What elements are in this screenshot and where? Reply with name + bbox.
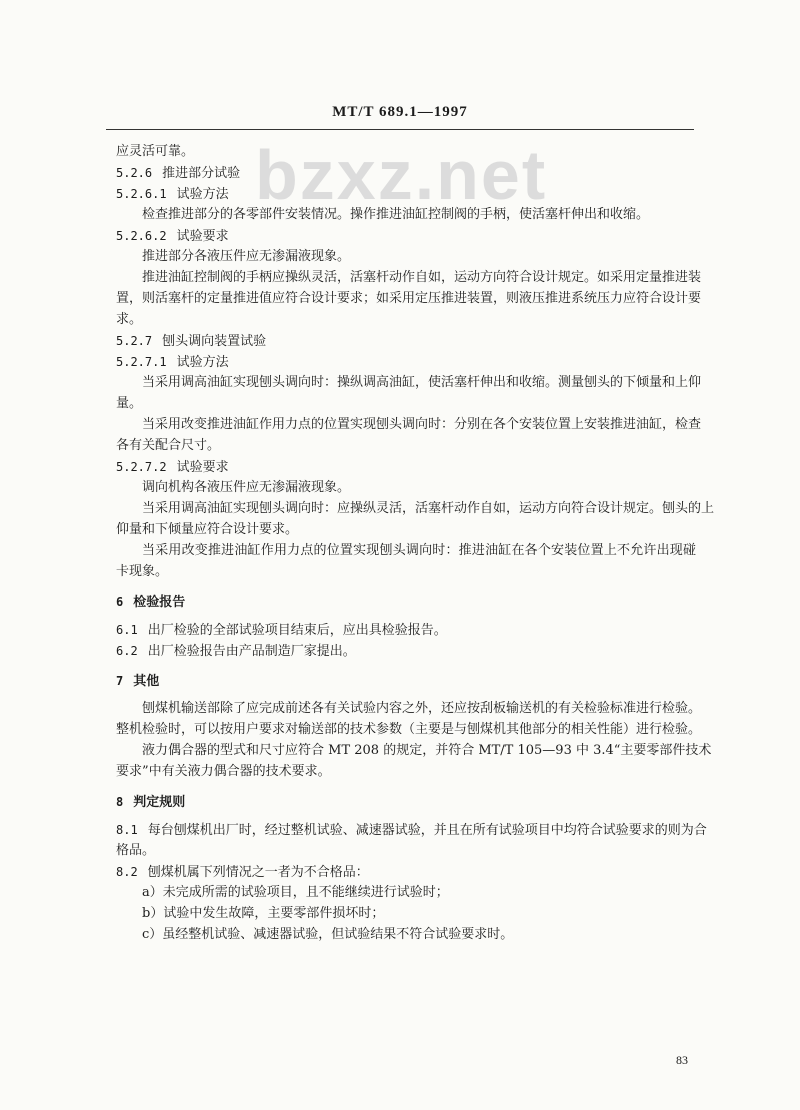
section-number: 5.2.7 — [116, 334, 153, 348]
clause-text: 出厂检验报告由产品制造厂家提出。 — [147, 644, 356, 659]
section-title: 试验要求 — [176, 229, 229, 244]
text-line: 各有关配合尺寸。 — [116, 438, 221, 453]
clause-text: 刨煤机属下列情况之一者为不合格品： — [147, 865, 369, 880]
section-number: 8 — [116, 795, 124, 809]
section-number: 5.2.6.1 — [116, 187, 167, 201]
clause-6-2 — [116, 641, 696, 661]
text-line: 置，则活塞杆的定量推进值应符合设计要求；如采用定压推进装置，则液压推进系统压力应符合设计要 — [116, 291, 702, 306]
text-line: 要求”中有关液力偶合器的技术要求。 — [116, 764, 331, 779]
section-number: 6.1 — [116, 623, 138, 637]
section-heading-6 — [116, 592, 696, 612]
section-number: 8.1 — [116, 823, 138, 837]
watermark: bzxz.net — [255, 136, 548, 214]
list-item: c）虽经整机试验、减速器试验，但试验结果不符合试验要求时。 — [142, 927, 514, 942]
section-title: 其他 — [133, 674, 160, 689]
text-line: 当采用调高油缸实现刨头调向时：应操纵灵活，活塞杆动作自如，运动方向符合设计规定。刨头的上 — [142, 501, 715, 516]
text-line: 求。 — [116, 312, 143, 327]
section-number: 5.2.6 — [116, 166, 153, 180]
clause-6-1 — [116, 620, 696, 640]
text-line: 当采用改变推进油缸作用力点的位置实现刨头调向时：分别在各个安装位置上安装推进油缸，检查 — [142, 417, 702, 432]
text-line: 整机检验时，可以按用户要求对输送部的技术参数（主要是与刨煤机其他部分的相关性能）进行检验。 — [116, 722, 702, 737]
section-title: 试验方法 — [176, 355, 229, 370]
page-header: MT/T 689.1—1997 — [332, 104, 468, 120]
text-line: 仰量和下倾量应符合设计要求。 — [116, 522, 299, 537]
section-heading-7 — [116, 671, 696, 691]
text-line: 检查推进部分的各零部件安装情况。操作推进油缸控制阀的手柄，使活塞杆伸出和收缩。 — [142, 207, 650, 222]
section-title: 判定规则 — [133, 795, 186, 810]
text-line: 调向机构各液压件应无渗漏液现象。 — [142, 480, 351, 495]
text-line: 当采用调高油缸实现刨头调向时：操纵调高油缸，使活塞杆伸出和收缩。测量刨头的下倾量和上仰 — [142, 375, 702, 390]
section-number: 7 — [116, 674, 124, 688]
page-number: 83 — [676, 1053, 688, 1067]
section-heading-5-2-7-2 — [116, 457, 696, 477]
text-line: 当采用改变推进油缸作用力点的位置实现刨头调向时：推进油缸在各个安装位置上不允许出现碰 — [142, 543, 696, 558]
section-title: 检验报告 — [133, 595, 186, 610]
section-number: 6.2 — [116, 644, 138, 658]
section-heading-5-2-7 — [116, 331, 696, 351]
text-line: 推进部分各液压件应无渗漏液现象。 — [142, 249, 351, 264]
clause-text: 每台刨煤机出厂时，经过整机试验、减速器试验，并且在所有试验项目中均符合试验要求的则为合 — [147, 823, 707, 838]
section-title: 试验方法 — [176, 187, 229, 202]
section-number: 5.2.6.2 — [116, 229, 167, 243]
text-line: 格品。 — [116, 843, 156, 858]
section-number: 8.2 — [116, 865, 138, 879]
section-heading-5-2-6-2 — [116, 226, 696, 246]
section-number: 5.2.7.2 — [116, 460, 167, 474]
list-item: a）未完成所需的试验项目，且不能继续进行试验时； — [142, 885, 449, 900]
section-heading-5-2-7-1 — [116, 352, 696, 372]
text-line: 液力偶合器的型式和尺寸应符合 MT 208 的规定，并符合 MT/T 105—93 中 3.4“主要零部件技术 — [142, 743, 712, 758]
text-line: 应灵活可靠。 — [116, 144, 195, 159]
section-number: 6 — [116, 595, 124, 609]
section-title: 刨头调向装置试验 — [162, 334, 267, 349]
section-heading-5-2-6 — [116, 163, 696, 183]
text-line: 卡现象。 — [116, 564, 169, 579]
section-title: 推进部分试验 — [162, 166, 241, 181]
text-line: 量。 — [116, 396, 143, 411]
section-number: 5.2.7.1 — [116, 355, 167, 369]
section-heading-5-2-6-1 — [116, 184, 696, 204]
list-item: b）试验中发生故障，主要零部件损坏时； — [142, 906, 385, 921]
clause-8-1 — [116, 820, 707, 840]
clause-8-2 — [116, 862, 696, 882]
text-line: 刨煤机输送部除了应完成前述各有关试验内容之外，还应按刮板输送机的有关检验标准进行检验。 — [142, 701, 702, 716]
header-rule — [106, 129, 694, 130]
section-title: 试验要求 — [176, 460, 229, 475]
section-heading-8 — [116, 792, 696, 812]
text-line: 推进油缸控制阀的手柄应操纵灵活，活塞杆动作自如，运动方向符合设计规定。如采用定量推进装 — [142, 270, 702, 285]
clause-text: 出厂检验的全部试验项目结束后，应出具检验报告。 — [147, 623, 447, 638]
